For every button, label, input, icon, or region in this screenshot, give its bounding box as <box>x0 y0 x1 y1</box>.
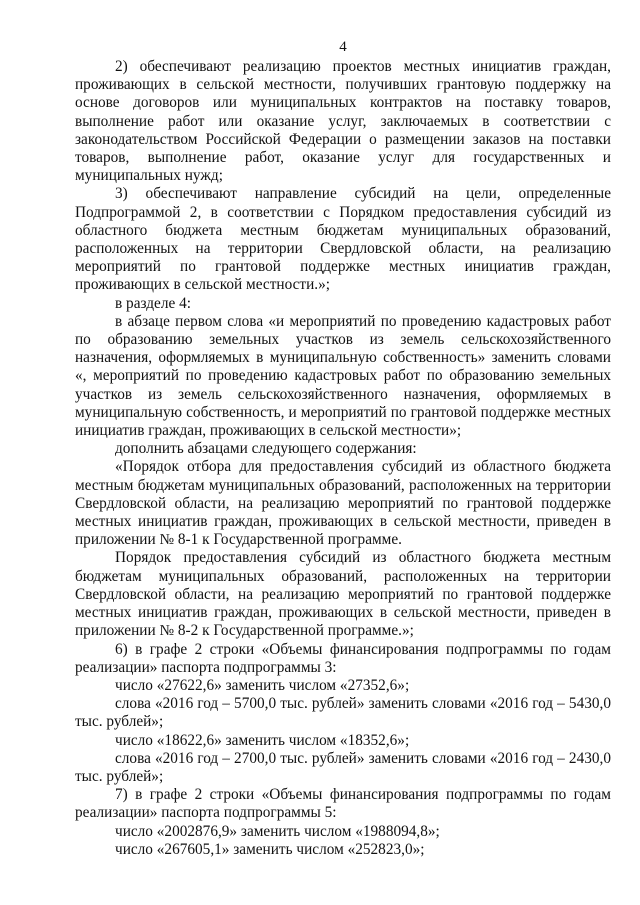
paragraph-number-replace-2: число «18622,6» заменить числом «18352,6»; <box>115 731 410 749</box>
document-page <box>75 38 611 859</box>
paragraph-item-6: 6) в графе 2 строки «Объемы финансирования подпрограммы по годам реализации» паспорта подпрограммы 3: <box>75 640 611 676</box>
paragraph-number-replace-3: число «2002876,9» заменить числом «1988094,8»; <box>115 822 440 840</box>
paragraph-words-replace-2: слова «2016 год – 2700,0 тыс. рублей» заменить словами «2016 год – 2430,0 тыс. рублей»; <box>75 749 611 785</box>
paragraph-section-4: в разделе 4: <box>115 294 191 312</box>
paragraph-number-replace-4: число «267605,1» заменить числом «252823,0»; <box>115 840 425 858</box>
paragraph-number-replace-1: число «27622,6» заменить числом «27352,6»; <box>115 676 410 694</box>
paragraph-item-2: 2) обеспечивают реализацию проектов местных инициатив граждан, проживающих в сельской местности, получивших грантовую поддержку на основе договоров или муниципальных контрактов на поставку товаров, выполнение работ или оказание услуг, заключаемых в соответствии с законодательством Российской Федерации о размещении заказов на поставки товаров, выполнение работ, оказание услуг для государственных и муниципальных нужд; <box>75 58 611 185</box>
page-number: 4 <box>339 39 347 55</box>
paragraph-first-abzac: в абзаце первом слова «и мероприятий по проведению кадастровых работ по образованию земельных участков из земель сельскохозяйственного назначения, оформляемых в муниципальную собственность» заменить словами «, мероприятий по проведению кадастровых работ по образованию земельных участков из земель сельскохозяйственного назначения, оформляемых в муниципальную собственность, и мероприятий по грантовой поддержке местных инициатив граждан, проживающих в сельской местности»; <box>75 312 611 440</box>
paragraph-item-3: 3) обеспечивают направление субсидий на цели, определенные Подпрограммой 2, в соответствии с Порядком предоставления субсидий из областного бюджета местным бюджетам муниципальных образований, расположенных на территории Свердловской области, на реализацию мероприятий по грантовой поддержке местных инициатив граждан, проживающих в сельской местности.»; <box>75 185 611 294</box>
paragraph-item-7: 7) в графе 2 строки «Объемы финансирования подпрограммы по годам реализации» паспорта подпрограммы 5: <box>75 786 611 822</box>
paragraph-poryadok-predostavleniya: Порядок предоставления субсидий из областного бюджета местным бюджетам муниципальных образований, расположенных на территории Свердловской области, на реализацию мероприятий по грантовой поддержке местных инициатив граждан, проживающих в сельской местности, приведен в приложении № 8-2 к Государственной программе.»; <box>75 549 611 640</box>
paragraph-words-replace-1: слова «2016 год – 5700,0 тыс. рублей» заменить словами «2016 год – 5430,0 тыс. рублей»; <box>75 695 611 731</box>
paragraph-poryadok-otbora: «Порядок отбора для предоставления субсидий из областного бюджета местным бюджетам муниципальных образований, расположенных на территории Свердловской области, на реализацию мероприятий по грантовой поддержке местных инициатив граждан, проживающих в сельской местности, приведен в приложении № 8-1 к Государственной программе. <box>75 458 611 549</box>
paragraph-add-abzacy: дополнить абзацами следующего содержания: <box>115 440 417 458</box>
